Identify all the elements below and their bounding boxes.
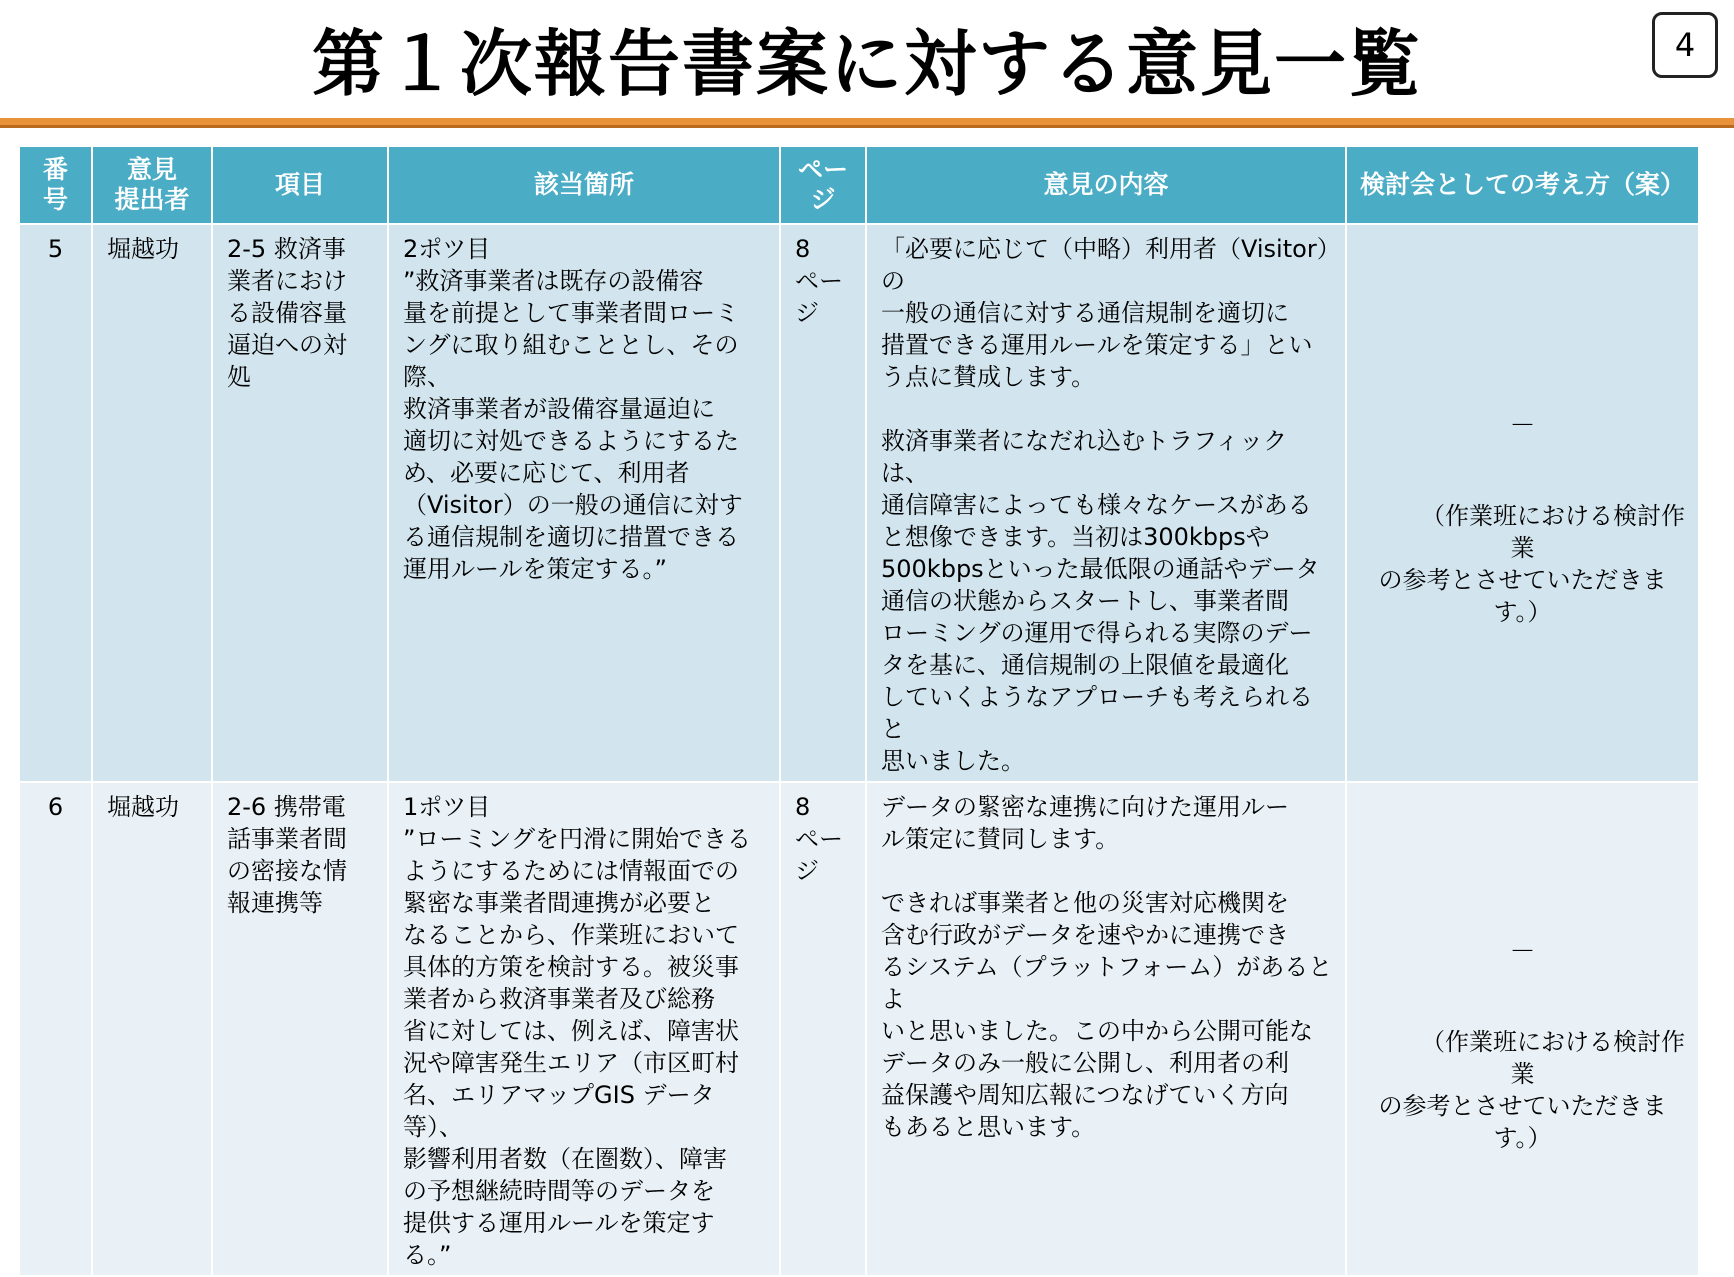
view-text: （作業班における検討作業 の参考とさせていただきま す。） (1378, 502, 1686, 626)
row-page: 8 ペー ジ (780, 224, 866, 782)
view-dash: － (1509, 411, 1536, 441)
header-page: ペー ジ (780, 146, 866, 224)
header-opinion: 意見の内容 (866, 146, 1346, 224)
title-divider (0, 118, 1734, 128)
header-item: 項目 (212, 146, 388, 224)
header-number: 番 号 (19, 146, 92, 224)
table-row (19, 782, 1699, 1276)
row-location: 1ポツ目 ”ローミングを円滑に開始できる ようにするためには情報面での 緊密な事業者間連携が必要と なることから、作業班において 具体的方策を検討する。被災事 業者から救済事業者及び総務 省に対しては、例えば、障害状 況や障害発生エリア（市区町村 名、エリアマップGIS データ等）、 影響利用者数（在圏数）、障害 の予想継続時間等のデータを 提供する運用ルールを策定す る。” (388, 782, 780, 1276)
row-number: 5 (19, 224, 92, 782)
page-number-badge: 4 (1652, 12, 1718, 78)
row-number: 6 (19, 782, 92, 1276)
row-item: 2-5 救済事 業者におけ る設備容量 逼迫への対 処 (212, 224, 388, 782)
row-opinion: データの緊密な連携に向けた運用ルー ル策定に賛同します。 できれば事業者と他の災害対応機関を 含む行政がデータを速やかに連携でき るシステム（プラットフォーム）があるとよ いと思いました。この中から公開可能な データのみ一般に公開し、利用者の利 益保護や周知広報につなげていく方向 もあると思います。 (866, 782, 1346, 1276)
row-view (1346, 782, 1699, 1276)
row-view (1346, 224, 1699, 782)
header-view: 検討会としての考え方（案） (1346, 146, 1699, 224)
header-submitter: 意見 提出者 (92, 146, 212, 224)
row-submitter: 堀越功 (92, 782, 212, 1276)
row-page: 8 ペー ジ (780, 782, 866, 1276)
row-opinion: 「必要に応じて（中略）利用者（Visitor）の 一般の通信に対する通信規制を適切に 措置できる運用ルールを策定する」とい う点に賛成します。 救済事業者になだれ込むトラフィックは、 通信障害によっても様々なケースがある と想像できます。当初は300kbpsや 500kbpsといった最低限の通話やデータ 通信の状態からスタートし、事業者間 ローミングの運用で得られる実際のデー タを基に、通信規制の上限値を最適化 していくようなアプローチも考えられると 思いました。 (866, 224, 1346, 782)
view-text: （作業班における検討作業 の参考とさせていただきま す。） (1378, 1028, 1686, 1152)
header-location: 該当箇所 (388, 146, 780, 224)
row-item: 2-6 携帯電 話事業者間 の密接な情 報連携等 (212, 782, 388, 1276)
row-location: 2ポツ目 ”救済事業者は既存の設備容 量を前提として事業者間ローミ ングに取り組むこととし、その際、 救済事業者が設備容量逼迫に 適切に対処できるようにするた め、必要に応じて、利用者 （Visitor）の一般の通信に対す る通信規制を適切に措置できる 運用ルールを策定する。” (388, 224, 780, 782)
opinion-table (18, 145, 1700, 1277)
view-dash: － (1509, 937, 1536, 967)
table-row (19, 224, 1699, 782)
page-title: 第１次報告書案に対する意見一覧 (311, 22, 1422, 106)
table-header-row (19, 146, 1699, 224)
row-submitter: 堀越功 (92, 224, 212, 782)
